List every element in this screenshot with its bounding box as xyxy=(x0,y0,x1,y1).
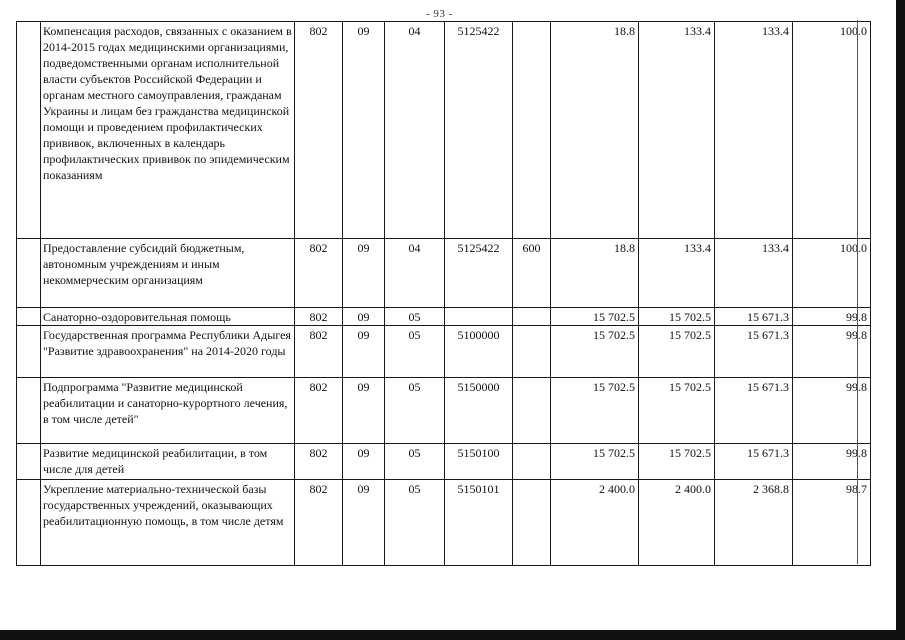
revised-amount-cell: 133.4 xyxy=(639,22,715,239)
page-number: - 93 - xyxy=(426,8,453,20)
approved-amount-cell: 15 702.5 xyxy=(551,378,639,444)
ministry-code-cell: 802 xyxy=(295,239,343,308)
table-row xyxy=(17,378,871,444)
expense-name-cell: Санаторно-оздоровительная помощь xyxy=(41,308,295,326)
margin-cell xyxy=(17,326,41,378)
expense-name-cell: Укрепление материально-технической базы государственных учреждений, оказывающих реабилитационную помощь, в том числе детям xyxy=(41,480,295,566)
revised-amount-cell: 15 702.5 xyxy=(639,444,715,480)
section-code-cell: 09 xyxy=(343,239,385,308)
table-row xyxy=(17,444,871,480)
budget-table xyxy=(16,21,871,566)
subsection-code-cell: 05 xyxy=(385,444,445,480)
approved-amount-cell: 18.8 xyxy=(551,22,639,239)
expense-name-cell: Развитие медицинской реабилитации, в том числе для детей xyxy=(41,444,295,480)
execution-percent-cell: 100.0 xyxy=(793,239,871,308)
subsection-code-cell: 04 xyxy=(385,239,445,308)
expense-type-cell xyxy=(513,444,551,480)
table-row xyxy=(17,326,871,378)
expense-name-cell: Государственная программа Республики Адыгея "Развитие здравоохранения" на 2014-2020 годы xyxy=(41,326,295,378)
table-row xyxy=(17,22,871,239)
section-code-cell: 09 xyxy=(343,22,385,239)
execution-percent-cell: 98.7 xyxy=(793,480,871,566)
subsection-code-cell: 05 xyxy=(385,308,445,326)
expense-type-cell xyxy=(513,22,551,239)
expense-type-cell xyxy=(513,378,551,444)
ministry-code-cell: 802 xyxy=(295,326,343,378)
table-row xyxy=(17,308,871,326)
executed-amount-cell: 133.4 xyxy=(715,22,793,239)
ministry-code-cell: 802 xyxy=(295,444,343,480)
ministry-code-cell: 802 xyxy=(295,480,343,566)
revised-amount-cell: 2 400.0 xyxy=(639,480,715,566)
section-code-cell: 09 xyxy=(343,326,385,378)
section-code-cell: 09 xyxy=(343,480,385,566)
executed-amount-cell: 15 671.3 xyxy=(715,326,793,378)
executed-amount-cell: 15 671.3 xyxy=(715,444,793,480)
executed-amount-cell: 2 368.8 xyxy=(715,480,793,566)
executed-amount-cell: 15 671.3 xyxy=(715,378,793,444)
target-code-cell: 5125422 xyxy=(445,22,513,239)
approved-amount-cell: 18.8 xyxy=(551,239,639,308)
subsection-code-cell: 05 xyxy=(385,326,445,378)
execution-percent-cell: 100.0 xyxy=(793,22,871,239)
margin-cell xyxy=(17,239,41,308)
target-code-cell: 5100000 xyxy=(445,326,513,378)
approved-amount-cell: 15 702.5 xyxy=(551,308,639,326)
scan-border-right xyxy=(896,0,905,640)
expense-type-cell: 600 xyxy=(513,239,551,308)
target-code-cell: 5150000 xyxy=(445,378,513,444)
expense-type-cell xyxy=(513,326,551,378)
ministry-code-cell: 802 xyxy=(295,378,343,444)
expense-name-cell: Предоставление субсидий бюджетным, автономным учреждениям и иным некоммерческим организациям xyxy=(41,239,295,308)
approved-amount-cell: 2 400.0 xyxy=(551,480,639,566)
expense-name-cell: Компенсация расходов, связанных с оказанием в 2014-2015 годах медицинскими организациями, подведомственными органам исполнительной власти субъектов Российской Федерации и органам местного самоуправления, гражданам Украины и лицам без гражданства медицинской помощи и проведением профилактических прививок, включенных в календарь профилактических прививок по эпидемическим показаниям xyxy=(41,22,295,239)
execution-percent-cell: 99.8 xyxy=(793,308,871,326)
margin-cell xyxy=(17,378,41,444)
expense-type-cell xyxy=(513,308,551,326)
subsection-code-cell: 05 xyxy=(385,480,445,566)
margin-cell xyxy=(17,480,41,566)
ministry-code-cell: 802 xyxy=(295,308,343,326)
section-code-cell: 09 xyxy=(343,378,385,444)
approved-amount-cell: 15 702.5 xyxy=(551,444,639,480)
approved-amount-cell: 15 702.5 xyxy=(551,326,639,378)
target-code-cell: 5150101 xyxy=(445,480,513,566)
subsection-code-cell: 05 xyxy=(385,378,445,444)
target-code-cell: 5125422 xyxy=(445,239,513,308)
execution-percent-cell: 99.8 xyxy=(793,378,871,444)
target-code-cell: 5150100 xyxy=(445,444,513,480)
table-row xyxy=(17,239,871,308)
revised-amount-cell: 15 702.5 xyxy=(639,308,715,326)
expense-type-cell xyxy=(513,480,551,566)
margin-cell xyxy=(17,22,41,239)
target-code-cell xyxy=(445,308,513,326)
revised-amount-cell: 15 702.5 xyxy=(639,378,715,444)
ministry-code-cell: 802 xyxy=(295,22,343,239)
table-edge-line xyxy=(857,20,860,564)
margin-cell xyxy=(17,308,41,326)
revised-amount-cell: 15 702.5 xyxy=(639,326,715,378)
executed-amount-cell: 15 671.3 xyxy=(715,308,793,326)
execution-percent-cell: 99.8 xyxy=(793,326,871,378)
scan-border-bottom xyxy=(0,630,905,640)
margin-cell xyxy=(17,444,41,480)
revised-amount-cell: 133.4 xyxy=(639,239,715,308)
table-row xyxy=(17,480,871,566)
section-code-cell: 09 xyxy=(343,444,385,480)
subsection-code-cell: 04 xyxy=(385,22,445,239)
execution-percent-cell: 99.8 xyxy=(793,444,871,480)
section-code-cell: 09 xyxy=(343,308,385,326)
executed-amount-cell: 133.4 xyxy=(715,239,793,308)
expense-name-cell: Подпрограмма "Развитие медицинской реабилитации и санаторно-курортного лечения, в том числе детей" xyxy=(41,378,295,444)
